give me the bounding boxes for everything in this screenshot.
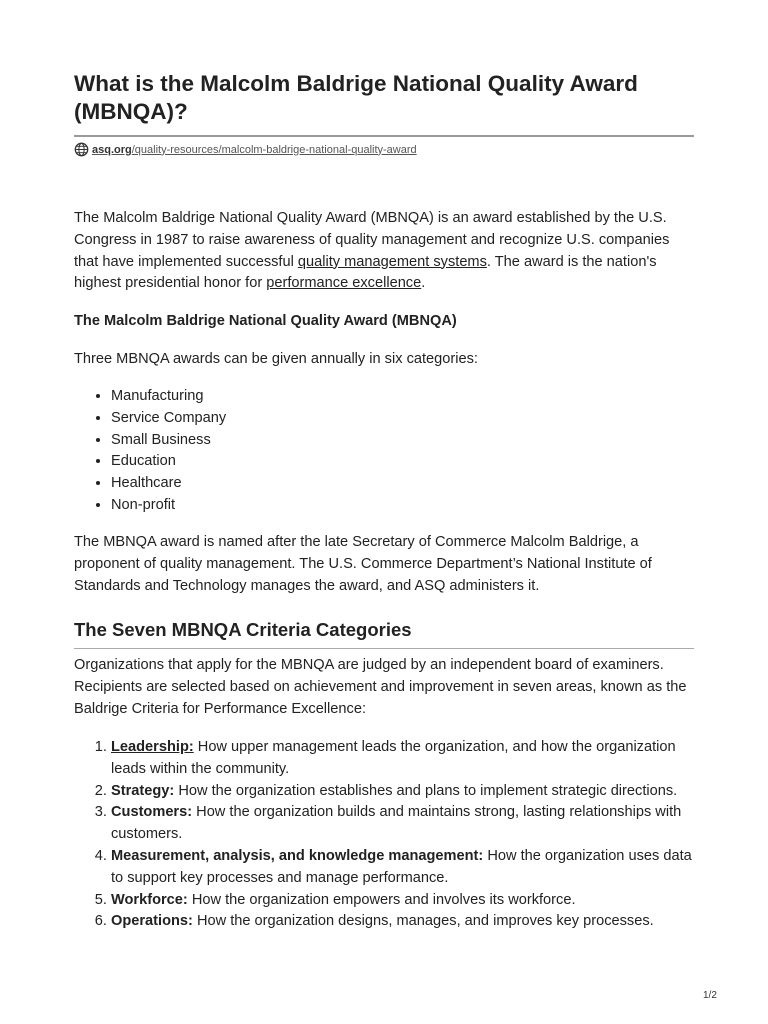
criteria-intro: Organizations that apply for the MBNQA are judged by an independent board of examiners. Recipients are selected based on achievement and improvement in seven areas, known as the Baldrige Criteria for Performance Excellence:: [74, 657, 687, 717]
criteria-list: [74, 737, 694, 933]
list-item: • Small Business: [111, 430, 694, 452]
globe-icon: [74, 142, 89, 157]
criterion-term: Operations:: [111, 913, 193, 930]
title-divider: [74, 135, 694, 137]
list-item: • Manufacturing: [111, 386, 694, 408]
source-url: [74, 141, 417, 158]
leadership-link[interactable]: Leadership:: [111, 739, 194, 755]
criterion-desc: How the organization designs, manages, and improves key processes.: [192, 913, 654, 930]
criterion-term: Workforce:: [111, 891, 188, 908]
criterion-term: Customers:: [111, 804, 193, 821]
list-item: • Non-profit: [111, 495, 694, 517]
source-path: /quality-resources/malcolm-baldrige-national-quality-award: [131, 143, 417, 156]
categories-list: [74, 386, 694, 517]
criterion-term: Measurement, analysis, and knowledge management:: [111, 847, 484, 864]
list-item: [111, 737, 694, 781]
performance-excellence-link[interactable]: performance excellence: [266, 275, 422, 292]
quality-management-systems-link[interactable]: quality management systems: [297, 253, 487, 270]
list-item: • Healthcare: [111, 473, 694, 495]
criterion-term: Strategy:: [111, 782, 175, 799]
source-host: asq.org: [92, 143, 132, 156]
intro-paragraph: [74, 208, 694, 295]
list-item: [111, 781, 694, 803]
criteria-divider: [74, 648, 694, 649]
criterion-desc: How the organization establishes and plans to implement strategic directions.: [174, 782, 678, 799]
award-subheading: The Malcolm Baldrige National Quality Award (MBNQA): [74, 313, 457, 329]
criteria-heading: The Seven MBNQA Criteria Categories: [74, 619, 412, 640]
source-link[interactable]: [92, 144, 417, 156]
list-item: • Service Company: [111, 408, 694, 430]
page-number: 1/2: [703, 990, 717, 1001]
criterion-desc: How the organization empowers and involves its workforce.: [187, 891, 576, 908]
intro-text-1: The Malcolm Baldrige National Quality Award (MBNQA) is an award established by the U.S. Congress in 1987 to raise awareness of quality management and recognize U.S. companies that have implemented successful: [74, 210, 670, 270]
list-item: [111, 911, 694, 933]
categories-lead: Three MBNQA awards can be given annually in six categories:: [74, 351, 478, 367]
page-title: What is the Malcolm Baldrige National Quality Award (MBNQA)?: [74, 71, 638, 124]
criterion-desc: How the organization builds and maintains strong, lasting relationships with customers.: [111, 804, 682, 843]
named-after-paragraph: The MBNQA award is named after the late Secretary of Commerce Malcolm Baldrige, a proponent of quality management. The U.S. Commerce Department’s National Institute of Standards and Technology manages the award, and ASQ administers it.: [74, 534, 652, 594]
list-item: [111, 802, 694, 846]
intro-text-2: . The award is the nation's highest presidential honor for: [74, 253, 657, 292]
list-item: [111, 846, 694, 890]
criterion-desc: How the organization uses data to support key processes and manage performance.: [111, 847, 692, 886]
list-item: [111, 890, 694, 912]
list-item: • Education: [111, 451, 694, 473]
criterion-desc: How upper management leads the organization, and how the organization leads within the community.: [111, 739, 676, 777]
intro-text-3: .: [421, 275, 426, 292]
